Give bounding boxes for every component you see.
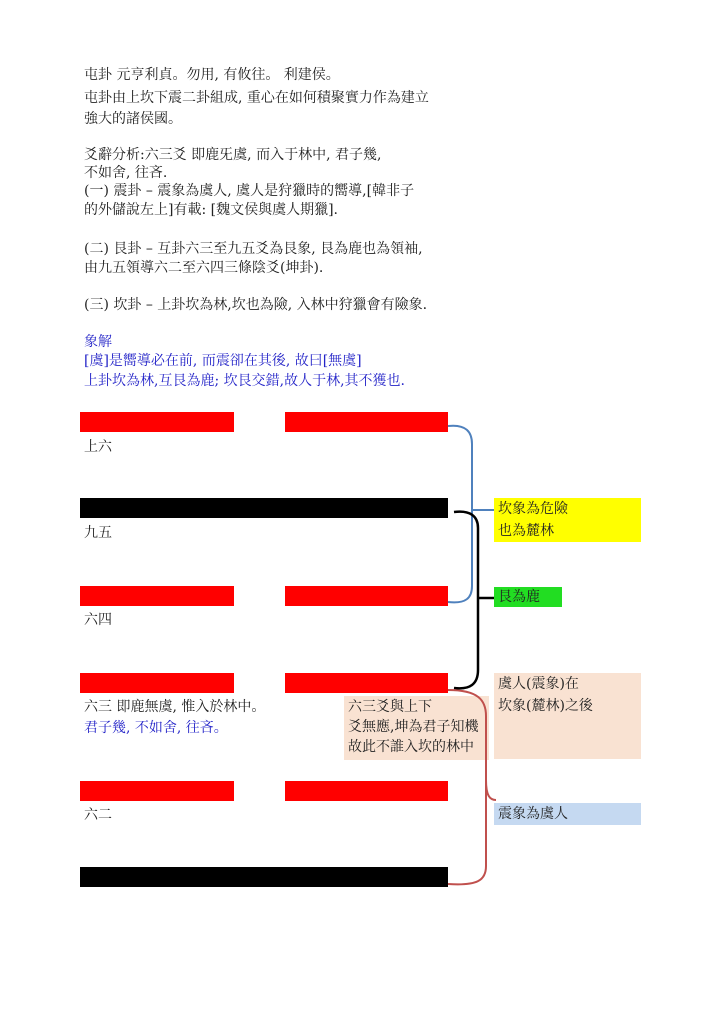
line-label-2: 六二 — [84, 807, 112, 823]
liusan-note-3: 故此不誰入坎的林中 — [348, 739, 474, 755]
line-label-4: 六四 — [84, 612, 112, 628]
text-line-2: 屯卦由上坎下震二卦組成, 重心在如何積聚實力作為建立 — [84, 90, 429, 106]
xiang-line-1: [虞]是嚮導必在前, 而震卻在其後, 故曰[無虞] — [84, 353, 362, 369]
zhen-note: 震象為虞人 — [498, 806, 568, 822]
gen-note: 艮為鹿 — [498, 589, 540, 605]
kan-note-2: 也為麓林 — [498, 523, 554, 539]
liusan-note-2: 爻無應,坤為君子知機 — [348, 719, 479, 735]
text-line-7: 的外儲說左上]有載: [魏文侯與虞人期獵]. — [84, 202, 339, 218]
liusan-note-1: 六三爻與上下 — [348, 699, 432, 715]
yu-note-1: 虞人(震象)在 — [498, 676, 579, 692]
xiang-line-2: 上卦坎為林,互艮為鹿; 坎艮交錯,故人于林,其不獲也. — [84, 373, 405, 389]
line-label-5: 九五 — [84, 525, 112, 541]
yu-note-2: 坎象(麓林)之後 — [498, 698, 593, 714]
kan-note-1: 坎象為危險 — [498, 501, 568, 517]
line-label-3-text: 六三 即鹿無虞, 惟入於林中。 — [84, 699, 266, 715]
text-line-1: 屯卦 元亨利貞。勿用, 有攸往。 利建侯。 — [84, 67, 340, 83]
text-line-9: 由九五領導六二至六四三條陰爻(坤卦). — [84, 260, 324, 276]
text-line-3: 強大的諸侯國。 — [84, 111, 182, 127]
text-line-10: (三) 坎卦 – 上卦坎為林,坎也為險, 入林中狩獵會有險象. — [84, 297, 428, 313]
text-line-5: 不如舍, 往吝. — [84, 165, 168, 181]
xiang-title: 象解 — [84, 334, 112, 350]
text-line-4: 爻辭分析:六三爻 即鹿旡虞, 而入于林中, 君子幾, — [84, 147, 382, 163]
text-line-8: (二) 艮卦 – 互卦六三至九五爻為艮象, 艮為鹿也為領袖, — [84, 241, 423, 257]
text-line-6: (一) 震卦 – 震象為虞人, 虞人是狩獵時的嚮導,[韓非子 — [84, 183, 415, 199]
line-label-6: 上六 — [84, 439, 112, 455]
zhen-bracket — [448, 690, 486, 884]
line-label-3-advice: 君子幾, 不如舍, 往吝。 — [84, 720, 228, 736]
zhen-bracket-arm — [486, 780, 496, 800]
